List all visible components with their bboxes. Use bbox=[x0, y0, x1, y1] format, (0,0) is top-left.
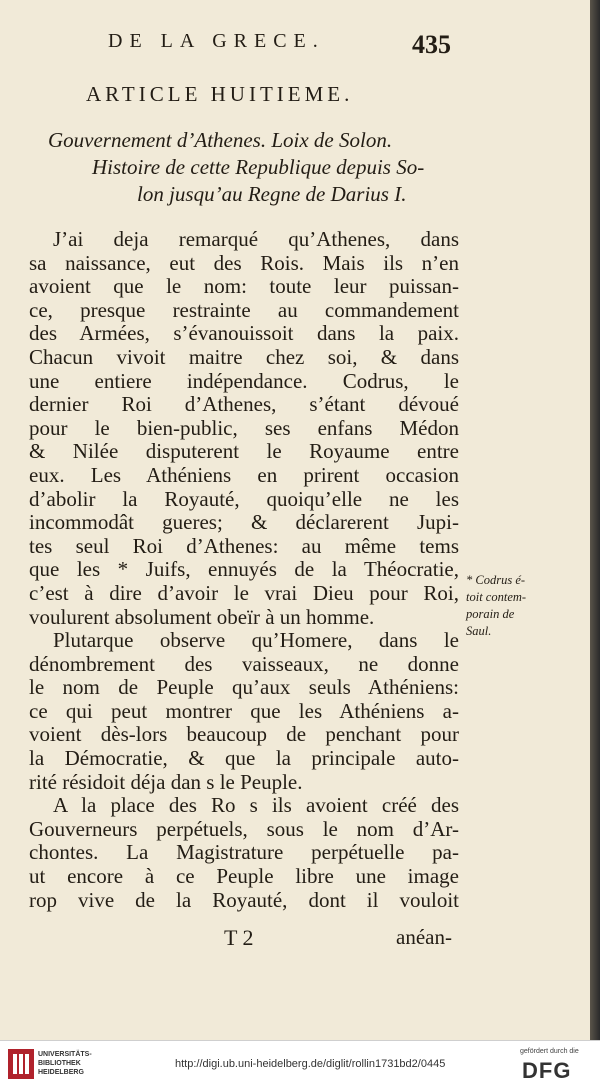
text-line: voulurent absolument obeïr à un homme. bbox=[29, 604, 375, 629]
catchword: anéan- bbox=[396, 925, 452, 949]
text-line: A la place des Ro s ils avoient créé des bbox=[53, 793, 459, 818]
university-library-logo-icon bbox=[8, 1049, 34, 1079]
margin-note-line: * Codrus é- bbox=[466, 573, 526, 587]
margin-note bbox=[466, 572, 576, 640]
text-line: que les * Juifs, ennuyés de la Théocratie, bbox=[29, 557, 459, 582]
text-line: & Nilée disputerent le Royaume entre bbox=[29, 439, 459, 464]
text-line: avoient que le nom: toute leur puissan- bbox=[29, 274, 459, 299]
article-title: ARTICLE HUITIEME. bbox=[86, 82, 354, 106]
body-text bbox=[29, 228, 459, 912]
text-line: le nom de Peuple qu’aux seuls Athéniens: bbox=[29, 675, 459, 700]
institution-name: UNIVERSITÄTS- BIBLIOTHEK HEIDELBERG bbox=[38, 1051, 92, 1076]
text-line: eux. Les Athéniens en prirent occasion bbox=[29, 462, 459, 487]
text-line: J’ai deja remarqué qu’Athenes, dans bbox=[53, 227, 459, 251]
margin-note-line: porain de bbox=[466, 607, 515, 621]
text-line: rop vive de la Royauté, dont il vouloit bbox=[29, 887, 459, 912]
page-edge-shadow bbox=[590, 0, 600, 1040]
text-line: rité résidoit déja dan s le Peuple. bbox=[29, 769, 303, 794]
text-line: pour le bien-public, ses enfans Médon bbox=[29, 415, 459, 440]
page-number: 435 bbox=[412, 30, 451, 59]
article-subtitle bbox=[48, 127, 468, 208]
subtitle-line: Gouvernement d’Athenes. Loix de Solon. bbox=[48, 128, 393, 152]
text-line: une entiere indépendance. Codrus, le bbox=[29, 368, 459, 393]
text-line: c’est à dire d’avoir le vrai Dieu pour Roi, bbox=[29, 580, 459, 605]
text-line: des Armées, s’évanouissoit dans la paix. bbox=[29, 321, 459, 346]
text-line: dernier Roi d’Athenes, s’étant dévoué bbox=[29, 392, 459, 417]
text-line: sa naissance, eut des Rois. Mais ils n’en bbox=[29, 250, 459, 275]
running-head: DE LA GRECE. bbox=[108, 30, 325, 52]
subtitle-line: Histoire de cette Republique depuis So- bbox=[92, 155, 425, 179]
text-line: Plutarque observe qu’Homere, dans le bbox=[53, 628, 459, 653]
text-line: dénombrement des vaisseaux, ne donne bbox=[29, 651, 459, 676]
text-line: ce, presque restrainte au commandement bbox=[29, 297, 459, 322]
text-line: chontes. La Magistrature perpétuelle pa- bbox=[29, 840, 459, 865]
subtitle-line: lon jusqu’au Regne de Darius I. bbox=[137, 182, 407, 206]
text-line: tes seul Roi d’Athenes: au même tems bbox=[29, 533, 459, 558]
text-line: voient dès-lors beaucoup de penchant pour bbox=[29, 722, 459, 747]
text-line: ce qui peut montrer que les Athéniens a- bbox=[29, 698, 459, 723]
margin-note-line: Saul. bbox=[466, 624, 492, 638]
footer-bar bbox=[0, 1040, 600, 1087]
permalink-url[interactable]: http://digi.ub.uni-heidelberg.de/diglit/rollin1731bd2/0445 bbox=[175, 1058, 446, 1070]
margin-note-line: toit contem- bbox=[466, 590, 527, 604]
text-line: ut encore à ce Peuple libre une image bbox=[29, 864, 459, 889]
dfg-logo: DFG bbox=[522, 1058, 572, 1083]
text-line: la Démocratie, & que la principale auto- bbox=[29, 746, 459, 771]
signature-mark: T 2 bbox=[224, 925, 254, 950]
funded-by-label: gefördert durch die bbox=[520, 1048, 579, 1055]
text-line: Chacun vivoit maitre chez soi, & dans bbox=[29, 344, 459, 369]
text-line: d’abolir la Royauté, quoiqu’elle ne les bbox=[29, 486, 459, 511]
text-line: Gouverneurs perpétuels, sous le nom d’Ar- bbox=[29, 816, 459, 841]
text-line: incommodât gueres; & déclarerent Jupi- bbox=[29, 510, 459, 535]
